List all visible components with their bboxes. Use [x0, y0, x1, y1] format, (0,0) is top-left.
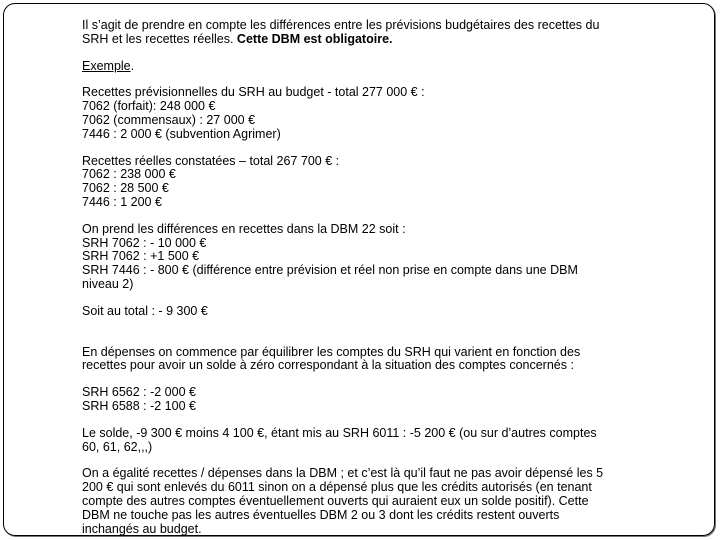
total-text: Soit au total : - 9 300 € [82, 303, 208, 318]
spacer [82, 47, 672, 60]
forecast-heading: Recettes prévisionnelles du SRH au budget - total 277 000 € : [82, 85, 425, 100]
differences-section [82, 223, 672, 292]
spacer [82, 142, 672, 155]
intro-line-2 [82, 33, 672, 47]
document-body [82, 19, 672, 536]
differences-heading: On prend les différences en recettes dans la DBM 22 soit : [82, 221, 406, 236]
intro-mandatory-note: Cette DBM est obligatoire. [236, 31, 393, 46]
conclusion-paragraph [82, 467, 672, 536]
balance-line-1: Le solde, -9 300 € moins 4 100 €, étant mis au SRH 6011 : -5 200 € (ou sur d’autres comptes [82, 425, 597, 440]
conclusion-line: 200 € qui sont enlevés du 6011 sinon on a dépensé plus que les crédits autorisés (en tenant [82, 480, 592, 495]
spacer [82, 210, 672, 223]
intro-line-2-text: SRH et les recettes réelles. [82, 31, 237, 46]
conclusion-line: On a égalité recettes / dépenses dans la DBM ; et c’est là qu’il faut ne pas avoir dépensé les 5 [82, 466, 604, 481]
intro-line-1: Il s’agit de prendre en compte les différences entre les prévisions budgétaires des recettes du [82, 18, 600, 32]
actual-section [82, 155, 672, 210]
differences-item: SRH 7446 : - 800 € (différence entre prévision et réel non prise en compte dans une DBM [82, 263, 578, 278]
srh-expense-item: SRH 6562 : -2 000 € [82, 385, 196, 400]
srh-expenses-section [82, 386, 672, 414]
conclusion-line: inchangés au budget. [82, 521, 202, 536]
forecast-item: 7062 (commensaux) : 27 000 € [82, 112, 256, 127]
actual-heading: Recettes réelles constatées – total 267 700 € : [82, 153, 340, 168]
example-heading [82, 60, 672, 74]
expenses-paragraph [82, 346, 672, 374]
differences-item: niveau 2) [82, 276, 134, 291]
total-line [82, 305, 672, 319]
srh-expense-item: SRH 6588 : -2 100 € [82, 398, 196, 413]
balance-line-2: 60, 61, 62,,,) [82, 439, 153, 454]
spacer [82, 292, 672, 305]
differences-item: SRH 7062 : +1 500 € [82, 249, 200, 264]
forecast-section [82, 86, 672, 141]
intro-paragraph [82, 19, 672, 47]
conclusion-line: DBM ne touche pas les autres éventuelles DBM 2 ou 3 dont les crédits restent ouverts [82, 507, 560, 522]
conclusion-line: compte des autres comptes éventuellement ouverts qui auraient eux un solde positif). Cette [82, 493, 589, 508]
expenses-line-2: recettes pour avoir un solde à zéro correspondant à la situation des comptes concernés : [82, 358, 574, 373]
balance-paragraph [82, 427, 672, 455]
actual-item: 7062 : 238 000 € [82, 167, 176, 182]
spacer [82, 319, 672, 346]
forecast-item: 7062 (forfait): 248 000 € [82, 99, 216, 114]
forecast-item: 7446 : 2 000 € (subvention Agrimer) [82, 126, 281, 141]
example-label: Exemple [82, 58, 131, 73]
expenses-line-1: En dépenses on commence par équilibrer les comptes du SRH qui varient en fonction des [82, 344, 581, 359]
slide-frame [3, 3, 715, 536]
actual-item: 7062 : 28 500 € [82, 181, 169, 196]
differences-item: SRH 7062 : - 10 000 € [82, 235, 207, 250]
example-suffix: . [130, 58, 135, 73]
spacer [82, 414, 672, 427]
actual-item: 7446 : 1 200 € [82, 194, 162, 209]
